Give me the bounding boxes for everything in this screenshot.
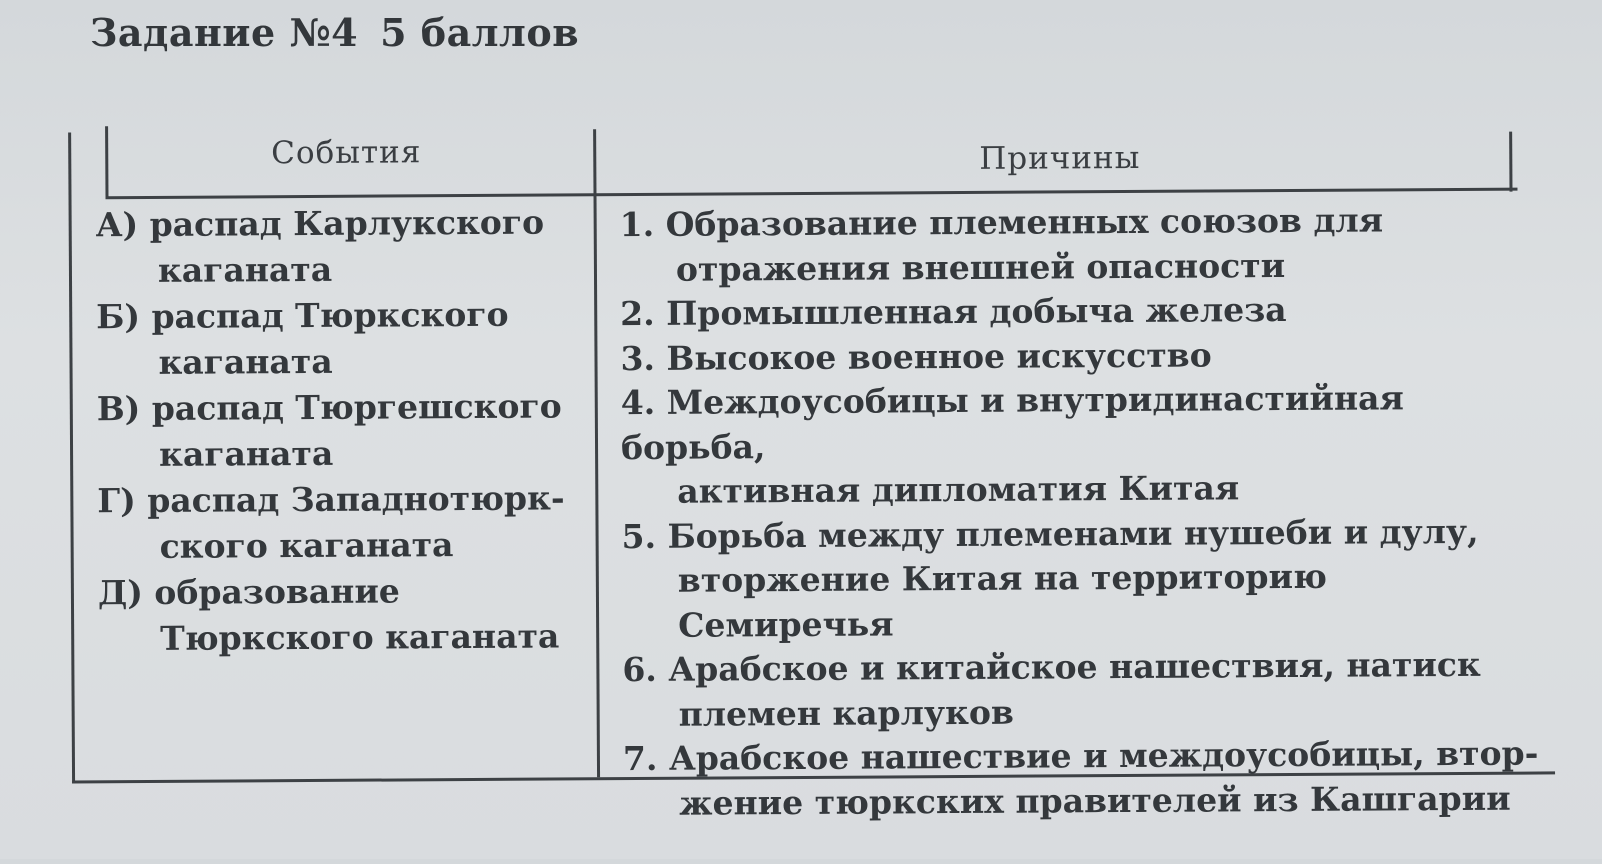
cause-item xyxy=(621,375,1542,514)
event-text: Д) образование xyxy=(97,571,400,613)
cause-text-cont: вторжение Китая на территорию Семиречья xyxy=(677,556,1327,645)
event-text: Г) распад Западнотюрк- xyxy=(97,478,565,521)
table-border-left-header xyxy=(105,126,108,198)
causes-column xyxy=(620,197,1544,826)
cause-item xyxy=(620,197,1541,292)
matching-table xyxy=(68,123,1555,823)
cause-text: 5. Борьба между племенами нушеби и дулу, xyxy=(621,511,1479,556)
events-column xyxy=(96,199,591,662)
cause-text: 2. Промышленная добыча железа xyxy=(620,290,1287,334)
event-text: В) распад Тюргешского xyxy=(96,386,562,429)
event-text-cont: каганата xyxy=(158,433,334,474)
event-text: А) распад Карлукского xyxy=(95,202,545,245)
cause-item xyxy=(620,286,1540,336)
event-text-cont: каганата xyxy=(158,341,333,382)
event-text-cont: ского каганата xyxy=(159,525,454,566)
event-item xyxy=(96,199,589,294)
cause-text-cont: отражения внешней опасности xyxy=(675,245,1286,289)
event-item xyxy=(98,567,591,662)
header-events: События xyxy=(271,134,422,172)
table-border-right-header xyxy=(1509,132,1512,192)
cause-text: 3. Высокое военное искусство xyxy=(620,334,1212,378)
cause-text-cont: племен карлуков xyxy=(678,692,1014,734)
cause-text: 7. Арабское нашествие и междоусобицы, втор- xyxy=(622,733,1539,779)
cause-item xyxy=(623,731,1544,826)
cause-item xyxy=(622,642,1543,737)
cause-text: 4. Междоусобицы и внутридинастийная борьба, xyxy=(620,378,1404,467)
header-rule xyxy=(105,188,1517,200)
column-divider xyxy=(593,129,600,777)
event-item xyxy=(96,291,589,386)
event-text-cont: каганата xyxy=(157,249,333,290)
task-number: Задание №4 xyxy=(90,10,359,55)
event-text: Б) распад Тюркского xyxy=(96,294,509,337)
cause-text-cont: жение тюркских правителей из Кашгарии xyxy=(679,778,1511,823)
cause-text: 6. Арабское и китайское нашествия, натиск xyxy=(622,644,1481,690)
event-item xyxy=(97,383,590,478)
cause-text: 1. Образование племенных союзов для xyxy=(619,200,1384,245)
event-text-cont: Тюркского каганата xyxy=(160,616,560,658)
cause-item xyxy=(620,331,1540,381)
event-item xyxy=(97,475,590,570)
cause-text-cont: активная дипломатия Китая xyxy=(677,468,1240,511)
task-points: 5 баллов xyxy=(380,10,580,55)
header-causes: Причины xyxy=(979,139,1141,177)
cause-item xyxy=(621,509,1542,648)
